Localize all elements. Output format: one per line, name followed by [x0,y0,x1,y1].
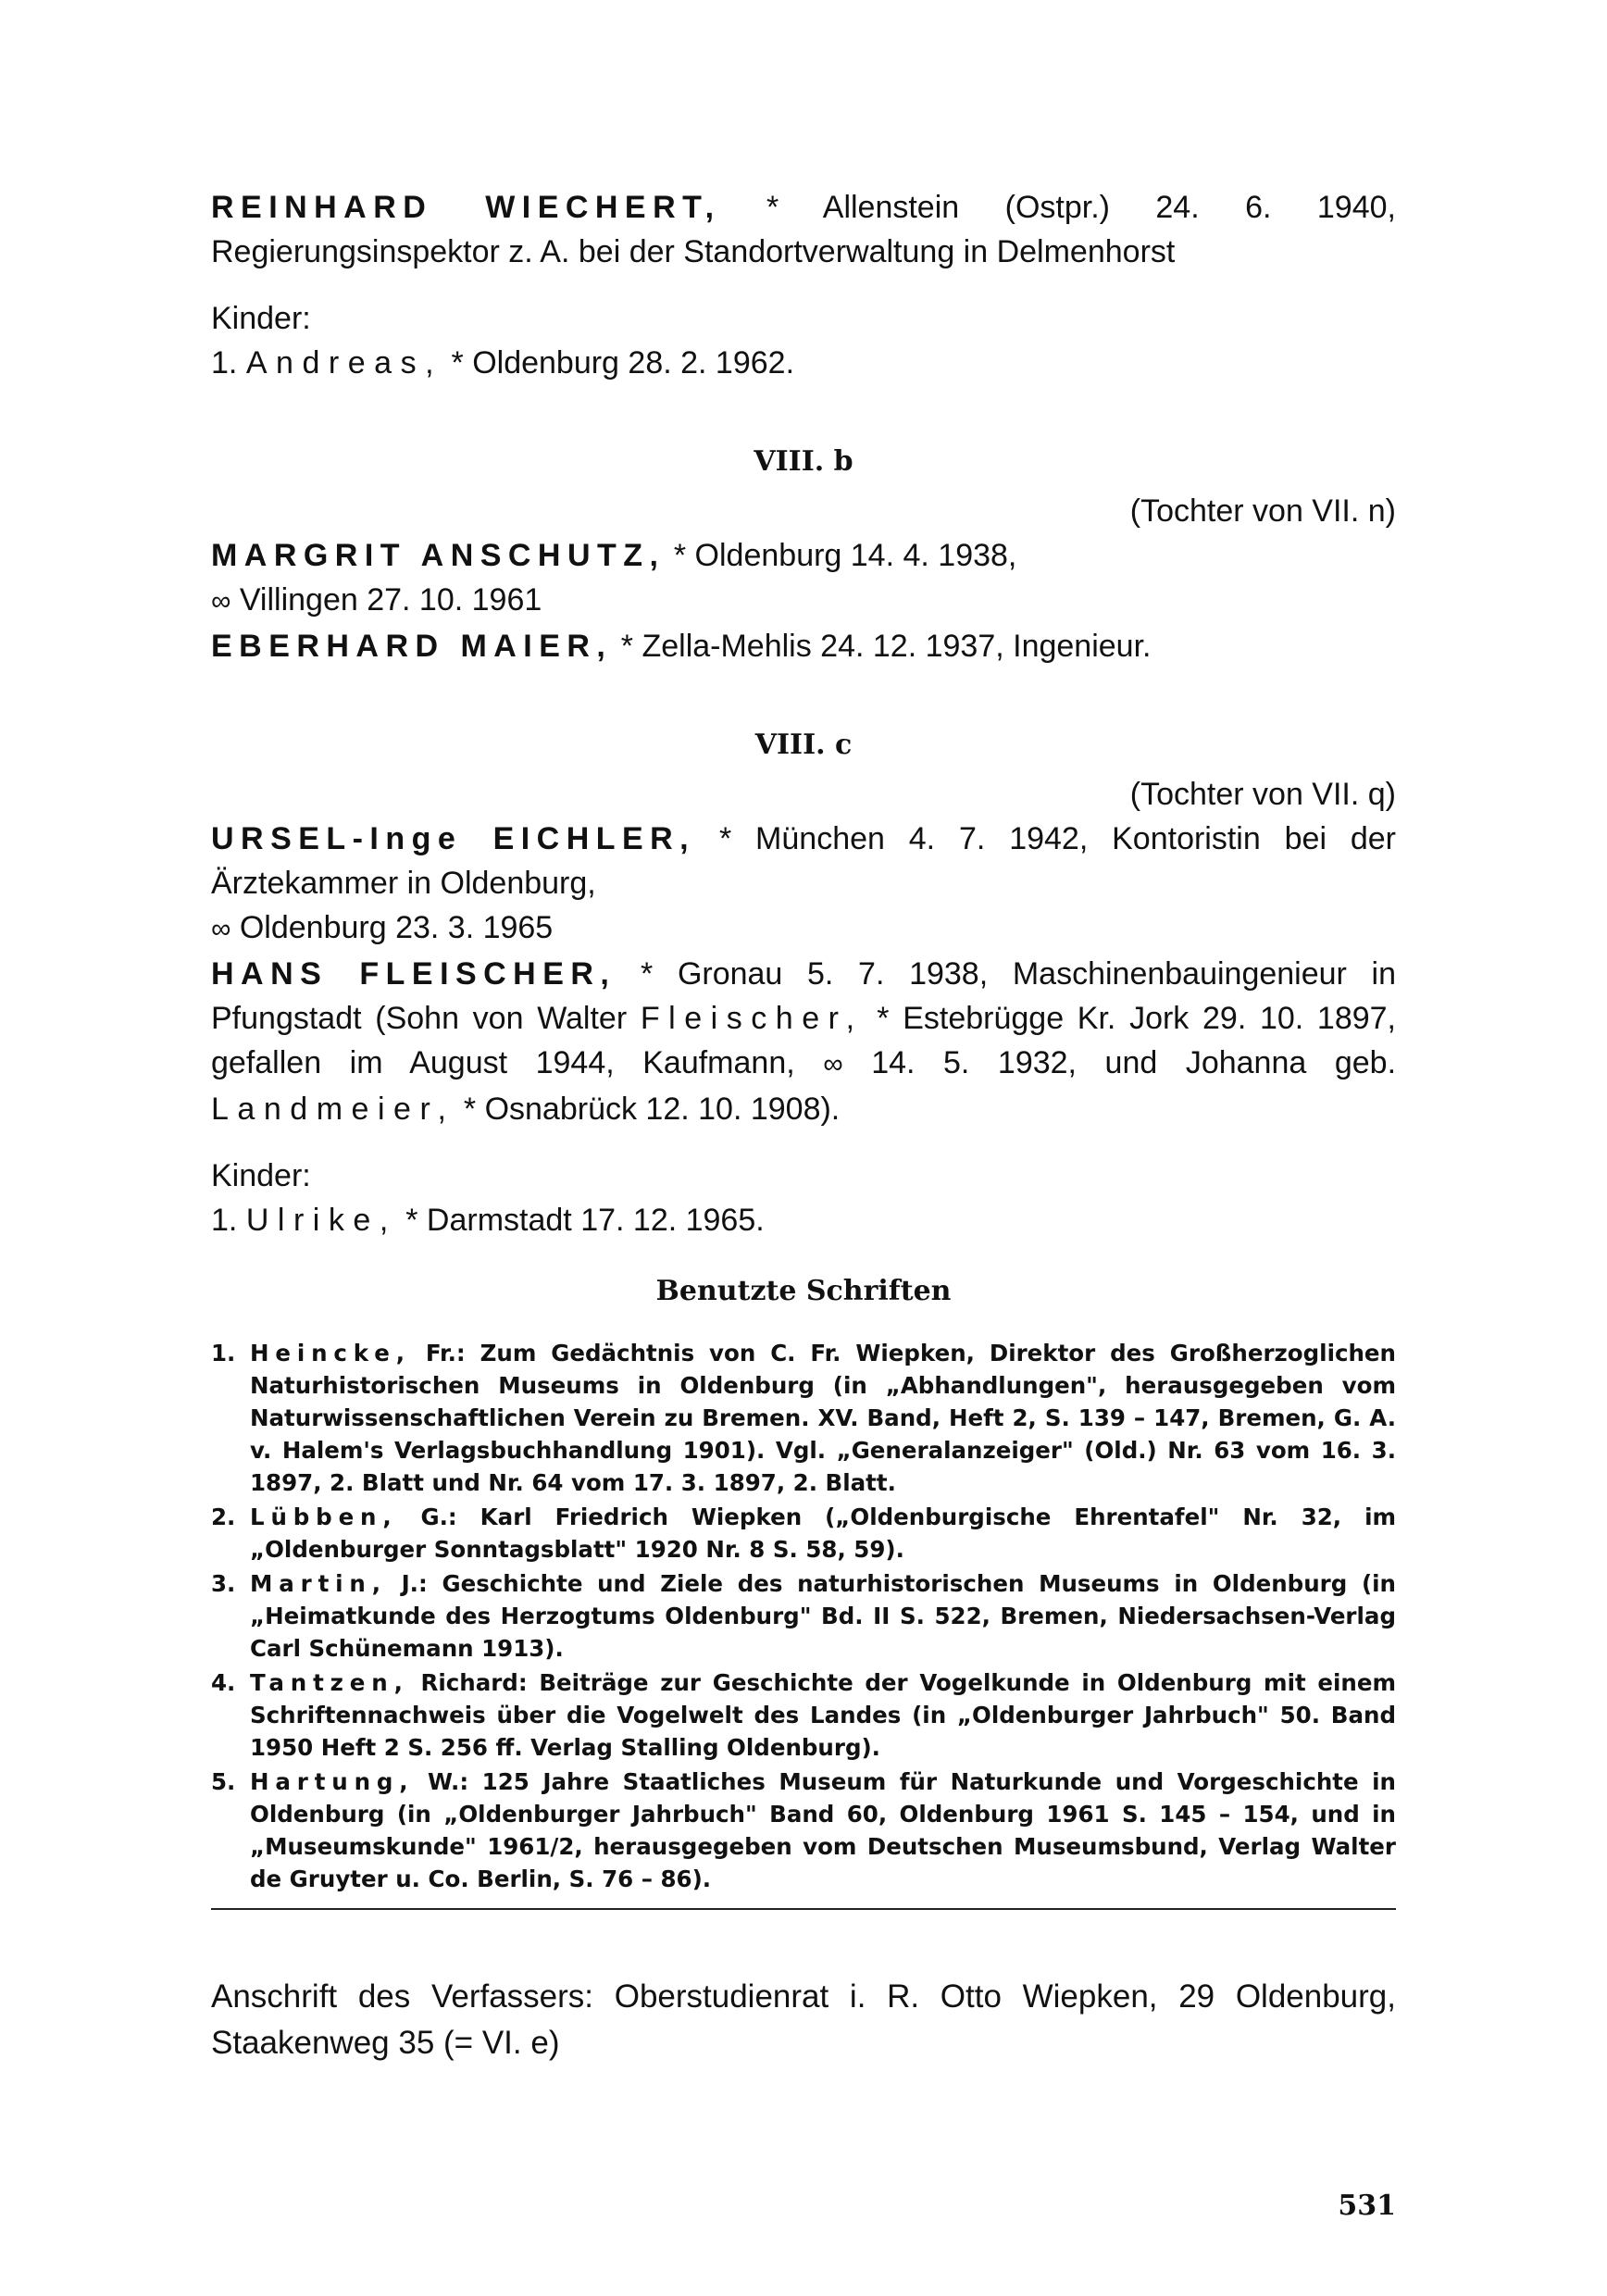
person-name: MARGRIT ANSCHUTZ, [211,538,666,573]
reference-text: J.: Geschichte und Ziele des naturhistorischen Museums in Oldenburg (in „Heimatkunde des Herzogtums Oldenburg" Bd. II S. 522, Bremen, Niedersachsen-Verlag Carl Schünemann 1913). [250,1570,1396,1662]
child-number: 1. [211,345,238,381]
person-name: REINHARD WIECHERT, [211,190,721,225]
reference-author: Lübben, [250,1504,398,1530]
child-entry [211,1198,1396,1242]
person-name: HANS FLEISCHER, [211,956,617,992]
marriage-icon: ∞ [211,586,231,617]
document-body [211,185,1396,1897]
child-details: * Darmstadt 17. 12. 1965. [405,1203,765,1238]
person-details: * Gronau 5. 7. 1938, Maschinenbauingenieur in Pfungstadt (Sohn von Walter [211,956,1397,1036]
reference-item [211,1666,1396,1764]
references-list [211,1337,1396,1895]
person-name: URSEL-Inge EICHLER, [211,821,696,856]
reference-body [250,1766,1396,1895]
person-details: * Oldenburg 14. 4. 1938, [673,538,1017,573]
reference-body [250,1337,1396,1499]
kinder-label: Kinder: [211,301,311,336]
reference-number: 3. [211,1570,236,1597]
reference-author: Tantzen, [250,1669,409,1696]
spouse-entry [211,624,1396,668]
reference-item [211,1567,1396,1665]
child-entry [211,341,1396,385]
reference-number: 5. [211,1768,236,1795]
marriage-icon: ∞ [211,914,231,944]
person-details: * München 4. 7. 1942, Kontoristin bei der Ärztekammer in Oldenburg, [211,821,1396,901]
child-number: 1. [211,1203,238,1238]
person-details: * Osnabrück 12. 10. 1908). [463,1092,841,1127]
reference-author: Hartung, [250,1768,415,1795]
reference-number: 1. [211,1340,236,1366]
person-details: * Allenstein (Ostpr.) 24. 6. 1940, Regierungsinspektor z. A. bei der Standortverwaltung in Delmenhorst [211,190,1396,269]
person-entry [211,817,1396,905]
person-entry [211,533,1396,578]
spouse-entry [211,952,1396,1131]
marriage-details: Villingen 27. 10. 1961 [239,582,542,618]
reference-author: Heincke, [250,1340,411,1366]
section-heading-viii-c: VIII. c [754,729,853,761]
person-details: * Estebrügge Kr. Jork 29. 10. 1897, gefallen im August 1944, Kaufmann, [211,1001,1396,1080]
marriage-entry [211,905,1396,952]
reference-item [211,1501,1396,1566]
reference-text: Richard: Beiträge zur Geschichte der Vogelkunde in Oldenburg mit einem Schriftennachweis über die Vogelwelt des Landes (in „Oldenburger Jahrbuch" 50. Band 1950 Heft 2 S. 256 ff. Verlag Stalling Oldenburg). [250,1669,1397,1761]
section-heading-viii-b: VIII. b [754,445,853,478]
child-name: Andreas, [245,345,443,381]
reference-number: 2. [211,1504,236,1530]
reference-item [211,1766,1396,1895]
marriage-entry [211,578,1396,624]
parent-note: (Tochter von VII. q) [1129,777,1396,812]
reference-body [250,1666,1396,1764]
kinder-label: Kinder: [211,1158,311,1193]
child-details: * Oldenburg 28. 2. 1962. [451,345,795,381]
marriage-details: Oldenburg 23. 3. 1965 [239,910,554,945]
father-name: Fleischer, [640,1001,864,1036]
reference-author: Martin, [250,1570,387,1597]
page-number: 531 [1338,2190,1396,2222]
person-name: EBERHARD MAIER, [211,629,613,664]
reference-body [250,1501,1396,1566]
references-heading: Benutzte Schriften [655,1275,952,1307]
reference-text: W.: 125 Jahre Staatliches Museum für Naturkunde und Vorgeschichte in Oldenburg (in „Oldenburger Jahrbuch" Band 60, Oldenburg 1961 S. 145 – 154, und in „Museumskunde" 1961/2, herausgegeben vom Deutschen Museumsbund, Verlag Walter de Gruyter u. Co. Berlin, S. 76 – 86). [250,1768,1396,1892]
mother-name: Landmeier, [211,1092,455,1127]
person-details: 14. 5. 1932, und Johanna geb. [871,1045,1397,1080]
marriage-icon: ∞ [823,1049,843,1079]
reference-body [250,1567,1396,1665]
person-details: * Zella-Mehlis 24. 12. 1937, Ingenieur. [620,629,1152,664]
author-address: Anschrift des Verfassers: Oberstudienrat i. R. Otto Wiepken, 29 Oldenburg, Staakenweg 35 (= VI. e) [211,1978,1396,2061]
reference-item [211,1337,1396,1499]
divider-rule [211,1908,1396,1910]
reference-text: G.: Karl Friedrich Wiepken („Oldenburgische Ehrentafel" Nr. 32, im „Oldenburger Sonntagsblatt" 1920 Nr. 8 S. 58, 59). [250,1504,1397,1563]
parent-note: (Tochter von VII. n) [1129,493,1396,529]
child-name: Ulrike, [245,1203,397,1238]
reference-text: Fr.: Zum Gedächtnis von C. Fr. Wiepken, Direktor des Großherzoglichen Naturhistorischen Museums in Oldenburg (in „Abhandlungen", herausgegeben vom Naturwissenschaftlichen Verein zu Bremen. XV. Band, Heft 2, S. 139 – 147, Bremen, G. A. v. Halem's Verlagsbuchhandlung 1901). Vgl. „Generalanzeiger" (Old.) Nr. 63 vom 16. 3. 1897, 2. Blatt und Nr. 64 vom 17. 3. 1897, 2. Blatt. [250,1340,1396,1496]
reference-number: 4. [211,1669,236,1696]
wiechert-entry [211,185,1396,274]
